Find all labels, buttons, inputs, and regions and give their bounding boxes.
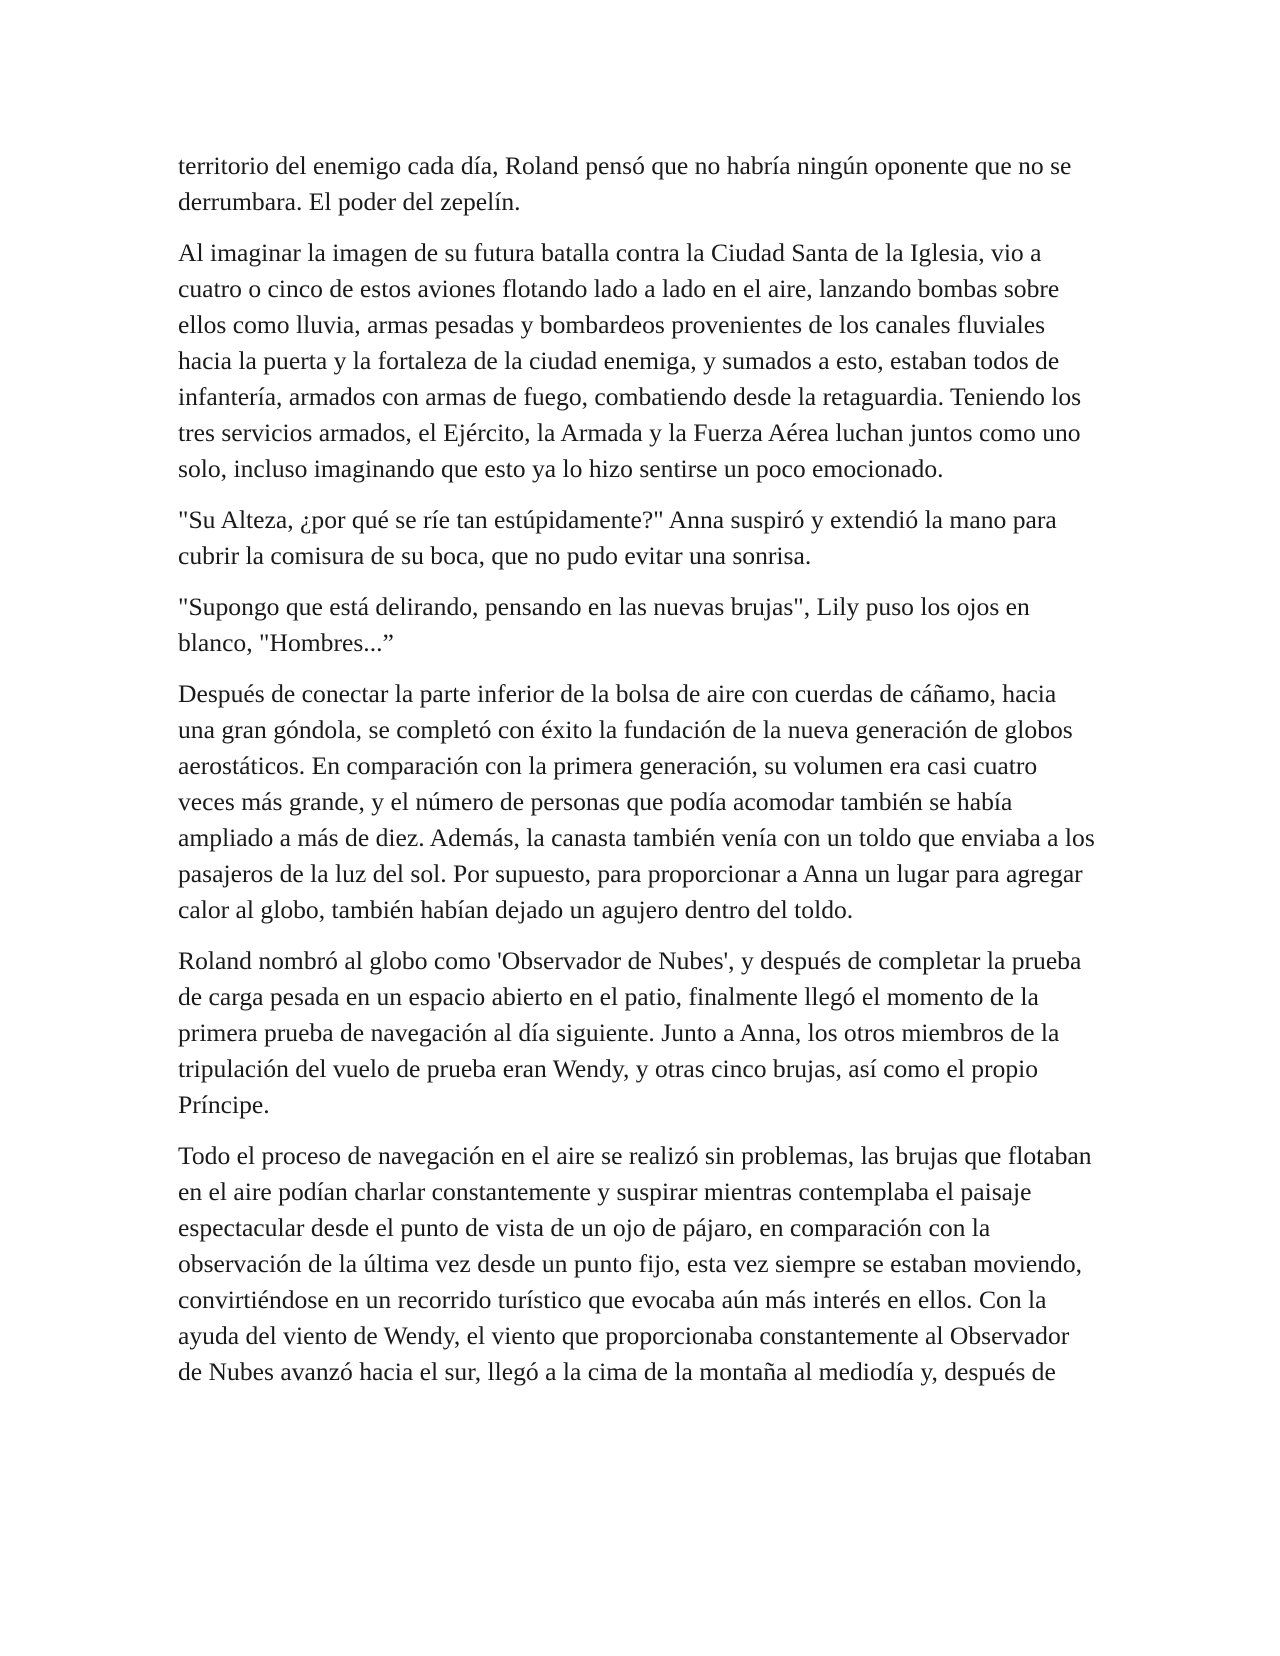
paragraph: Roland nombró al globo como 'Observador de Nubes', y después de completar la prueba de carga pesada en un espacio abierto en el patio, finalmente llegó el momento de la primera prueba de navegación al día siguiente. Junto a Anna, los otros miembros de la tripulación del vuelo de prueba eran Wendy, y otras cinco brujas, así como el propio Príncipe. [178, 946, 1082, 1119]
paragraph: "Su Alteza, ¿por qué se ríe tan estúpidamente?" Anna suspiró y extendió la mano para cubrir la comisura de su boca, que no pudo evitar una sonrisa. [178, 505, 1057, 570]
paragraph: Después de conectar la parte inferior de la bolsa de aire con cuerdas de cáñamo, hacia una gran góndola, se completó con éxito la fundación de la nueva generación de globos aerostáticos. En comparación con la primera generación, su volumen era casi cuatro veces más grande, y el número de personas que podía acomodar también se había ampliado a más de diez. Además, la canasta también venía con un toldo que enviaba a los pasajeros de la luz del sol. Por supuesto, para proporcionar a Anna un lugar para agregar calor al globo, también habían dejado un agujero dentro del toldo. [178, 679, 1095, 924]
paragraph: Al imaginar la imagen de su futura batalla contra la Ciudad Santa de la Iglesia, vio a cuatro o cinco de estos aviones flotando lado a lado en el aire, lanzando bombas sobre ellos como lluvia, armas pesadas y bombardeos provenientes de los canales fluviales hacia la puerta y la fortaleza de la ciudad enemiga, y sumados a esto, estaban todos de infantería, armados con armas de fuego, combatiendo desde la retaguardia. Teniendo los tres servicios armados, el Ejército, la Armada y la Fuerza Aérea luchan juntos como uno solo, incluso imaginando que esto ya lo hizo sentirse un poco emocionado. [178, 238, 1082, 483]
paragraph: "Supongo que está delirando, pensando en las nuevas brujas", Lily puso los ojos en blanco, "Hombres...” [178, 592, 1030, 657]
paragraph: Todo el proceso de navegación en el aire se realizó sin problemas, las brujas que flotaban en el aire podían charlar constantemente y suspirar mientras contemplaba el paisaje espectacular desde el punto de vista de un ojo de pájaro, en comparación con la observación de la última vez desde un punto fijo, esta vez siempre se estaban moviendo, convirtiéndose en un recorrido turístico que evocaba aún más interés en ellos. Con la ayuda del viento de Wendy, el viento que proporcionaba constantemente al Observador de Nubes avanzó hacia el sur, llegó a la cima de la montaña al mediodía y, después de [178, 1141, 1092, 1386]
document-body [178, 148, 1098, 1405]
paragraph: territorio del enemigo cada día, Roland pensó que no habría ningún oponente que no se derrumbara. El poder del zepelín. [178, 151, 1072, 216]
